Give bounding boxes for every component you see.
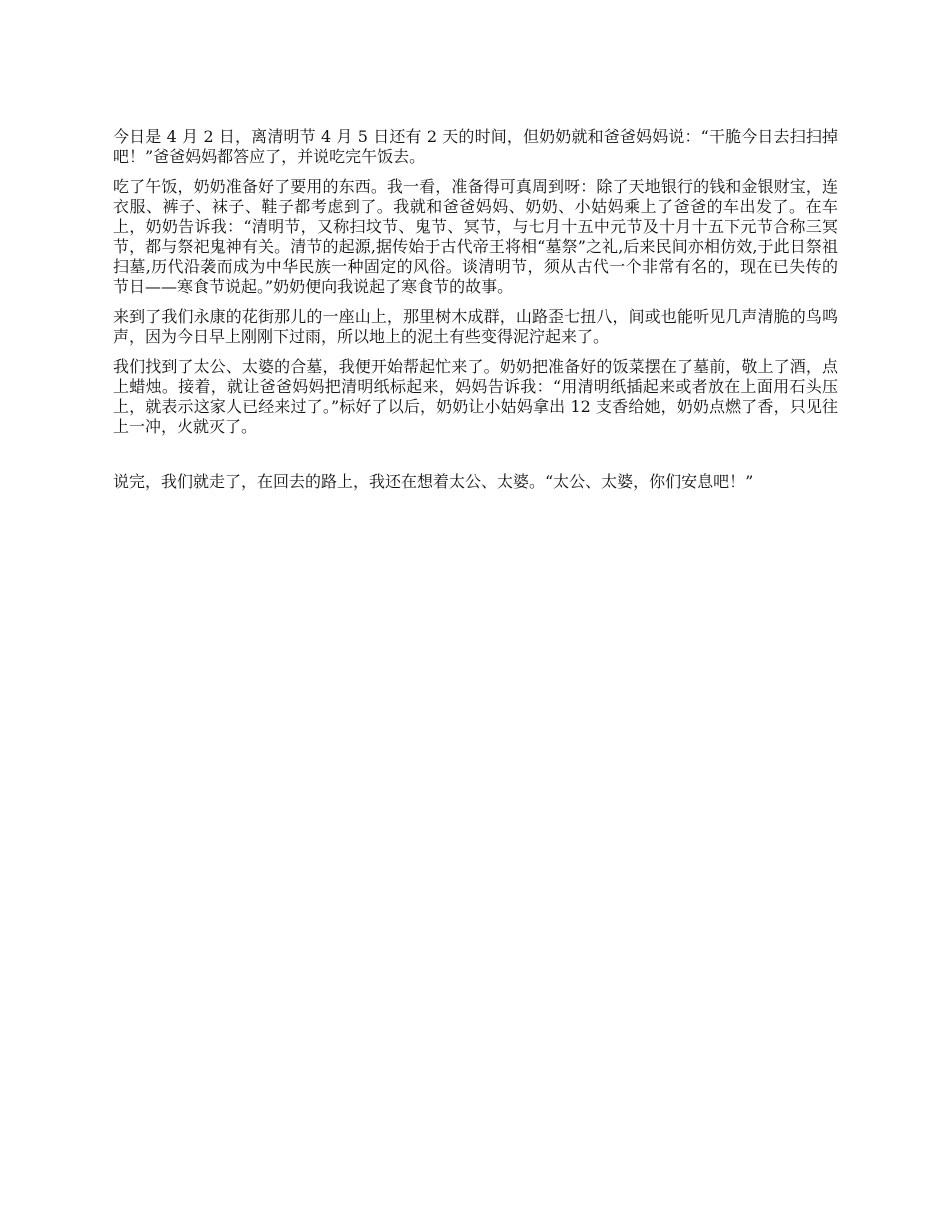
paragraph-3: 来到了我们永康的花街那儿的一座山上，那里树木成群，山路歪七扭八，间或也能听见几声清脆的鸟鸣声，因为今日早上刚刚下过雨，所以地上的泥土有些变得泥泞起来了。	[113, 307, 838, 346]
document-body	[113, 127, 838, 502]
paragraph-4: 我们找到了太公、太婆的合墓，我便开始帮起忙来了。奶奶把准备好的饭菜摆在了墓前，敬上了酒，点上蜡烛。接着，就让爸爸妈妈把清明纸标起来，妈妈告诉我：“用清明纸插起来或者放在上面用石头压上，就表示这家人已经来过了。”标好了以后，奶奶让小姑妈拿出 12 支香给她，奶奶点燃了香，只见往上一冲，火就灭了。	[113, 357, 838, 436]
paragraph-1: 今日是 4 月 2 日，离清明节 4 月 5 日还有 2 天的时间，但奶奶就和爸爸妈妈说：“干脆今日去扫扫掉吧！”爸爸妈妈都答应了，并说吃完午饭去。	[113, 127, 838, 166]
paragraph-5: 说完，我们就走了，在回去的路上，我还在想着太公、太婆。“太公、太婆，你们安息吧！”	[113, 472, 754, 491]
paragraph-2: 吃了午饭，奶奶准备好了要用的东西。我一看，准备得可真周到呀：除了天地银行的钱和金银财宝，连衣服、裤子、袜子、鞋子都考虑到了。我就和爸爸妈妈、奶奶、小姑妈乘上了爸爸的车出发了。在车上，奶奶告诉我：“清明节，又称扫坟节、鬼节、冥节，与七月十五中元节及十月十五下元节合称三冥节，都与祭祀鬼神有关。清节的起源,据传始于古代帝王将相“墓祭”之礼,后来民间亦相仿效,于此日祭祖扫墓,历代沿袭而成为中华民族一种固定的风俗。谈清明节，须从古代一个非常有名的，现在已失传的节日——寒食节说起。”奶奶便向我说起了寒食节的故事。	[113, 177, 838, 296]
